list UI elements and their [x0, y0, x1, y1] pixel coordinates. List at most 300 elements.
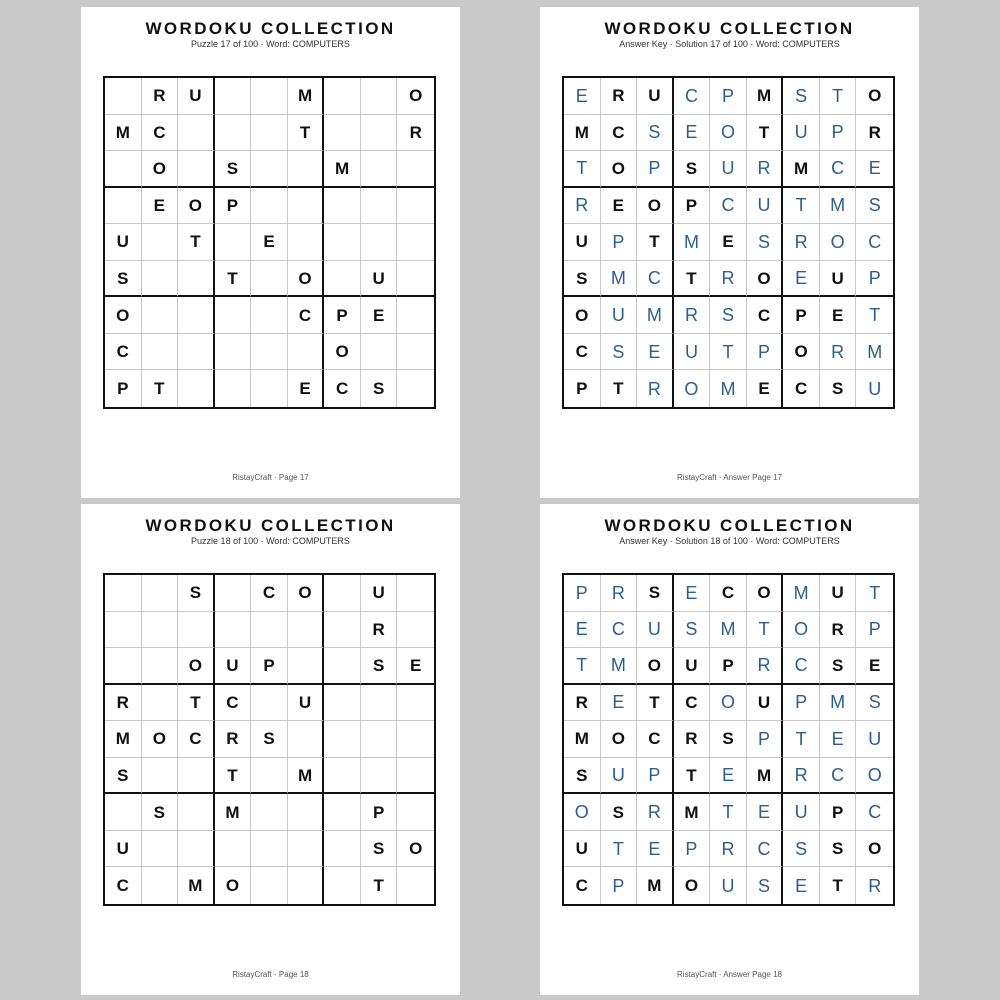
grid-cell: S: [361, 370, 398, 407]
grid-cell: O: [856, 78, 893, 115]
grid-cell: P: [601, 867, 638, 904]
grid-cell: T: [674, 758, 711, 795]
grid-cell: C: [105, 334, 142, 371]
grid-cell: P: [564, 575, 601, 612]
grid-cell: P: [783, 297, 820, 334]
grid-cell: [397, 685, 434, 722]
grid-cell: M: [856, 334, 893, 371]
grid-cell: M: [215, 794, 252, 831]
grid-cell: E: [856, 648, 893, 685]
grid-cell: U: [105, 831, 142, 868]
grid-cell: [215, 370, 252, 407]
grid-cell: E: [397, 648, 434, 685]
grid-cell: [324, 78, 361, 115]
grid-cell: U: [783, 115, 820, 152]
grid-cell: R: [747, 151, 784, 188]
grid-cell: [288, 224, 325, 261]
grid-cell: C: [564, 867, 601, 904]
page-subtitle: Puzzle 17 of 100 · Word: COMPUTERS: [191, 39, 350, 49]
grid-cell: [142, 261, 179, 298]
grid-cell: C: [215, 685, 252, 722]
grid-cell: [215, 334, 252, 371]
grid-cell: U: [601, 758, 638, 795]
grid-cell: E: [674, 575, 711, 612]
grid-cell: [142, 685, 179, 722]
grid-cell: E: [856, 151, 893, 188]
grid-cell: [251, 758, 288, 795]
grid-cell: O: [783, 612, 820, 649]
grid-cell: [397, 612, 434, 649]
answer-page-18: [540, 504, 919, 995]
wordoku-grid: [103, 573, 436, 906]
grid-cell: [105, 794, 142, 831]
grid-cell: [361, 224, 398, 261]
grid-cell: M: [288, 78, 325, 115]
page-footer: RistayCraft · Page 18: [232, 970, 309, 979]
grid-cell: [288, 794, 325, 831]
grid-cell: M: [783, 575, 820, 612]
grid-cell: [288, 334, 325, 371]
grid-cell: S: [215, 151, 252, 188]
grid-cell: T: [637, 224, 674, 261]
grid-cell: [251, 794, 288, 831]
grid-cell: C: [601, 612, 638, 649]
grid-cell: S: [601, 334, 638, 371]
grid-cell: U: [674, 648, 711, 685]
grid-cell: E: [783, 867, 820, 904]
grid-cell: C: [637, 721, 674, 758]
grid-cell: P: [710, 648, 747, 685]
grid-cell: S: [674, 612, 711, 649]
grid-cell: U: [601, 297, 638, 334]
grid-cell: U: [710, 867, 747, 904]
grid-cell: E: [251, 224, 288, 261]
grid-cell: [178, 297, 215, 334]
grid-cell: R: [637, 794, 674, 831]
grid-cell: C: [820, 758, 857, 795]
grid-cell: [251, 867, 288, 904]
grid-cell: [324, 867, 361, 904]
grid-cell: [288, 612, 325, 649]
grid-cell: [251, 151, 288, 188]
grid-cell: E: [710, 758, 747, 795]
grid-cell: P: [674, 831, 711, 868]
grid-cell: R: [747, 648, 784, 685]
grid-cell: [324, 612, 361, 649]
grid-cell: S: [710, 721, 747, 758]
grid-cell: R: [215, 721, 252, 758]
grid-cell: M: [105, 721, 142, 758]
grid-cell: [288, 151, 325, 188]
grid-cell: S: [251, 721, 288, 758]
grid-cell: [324, 115, 361, 152]
grid-cell: [324, 261, 361, 298]
grid-cell: [361, 758, 398, 795]
grid-cell: P: [674, 188, 711, 225]
grid-cell: [251, 685, 288, 722]
grid-cell: T: [674, 261, 711, 298]
grid-cell: S: [783, 78, 820, 115]
page-title: WORDOKU COLLECTION: [145, 516, 396, 535]
grid-cell: M: [747, 78, 784, 115]
grid-cell: O: [856, 758, 893, 795]
grid-cell: [361, 78, 398, 115]
page-title: WORDOKU COLLECTION: [604, 19, 855, 38]
grid-cell: M: [710, 612, 747, 649]
grid-cell: E: [288, 370, 325, 407]
grid-cell: O: [142, 721, 179, 758]
grid-cell: O: [397, 78, 434, 115]
grid-cell: O: [747, 575, 784, 612]
grid-cell: [215, 115, 252, 152]
grid-cell: S: [747, 867, 784, 904]
grid-cell: E: [564, 78, 601, 115]
grid-cell: U: [747, 685, 784, 722]
grid-cell: M: [710, 370, 747, 407]
page-title: WORDOKU COLLECTION: [604, 516, 855, 535]
grid-cell: [397, 334, 434, 371]
grid-cell: E: [601, 188, 638, 225]
grid-cell: [178, 115, 215, 152]
grid-cell: M: [564, 115, 601, 152]
grid-cell: T: [215, 758, 252, 795]
grid-cell: S: [361, 648, 398, 685]
grid-cell: P: [820, 794, 857, 831]
grid-cell: M: [820, 685, 857, 722]
grid-cell: T: [288, 115, 325, 152]
grid-cell: T: [142, 370, 179, 407]
grid-cell: S: [783, 831, 820, 868]
grid-cell: R: [783, 224, 820, 261]
grid-cell: [361, 188, 398, 225]
grid-cell: O: [856, 831, 893, 868]
grid-cell: U: [361, 575, 398, 612]
grid-cell: C: [601, 115, 638, 152]
grid-cell: U: [783, 794, 820, 831]
grid-cell: O: [747, 261, 784, 298]
grid-cell: S: [178, 575, 215, 612]
grid-cell: [142, 758, 179, 795]
grid-cell: C: [105, 867, 142, 904]
grid-cell: O: [105, 297, 142, 334]
grid-cell: R: [710, 261, 747, 298]
grid-cell: T: [783, 721, 820, 758]
grid-cell: O: [710, 115, 747, 152]
grid-cell: C: [710, 188, 747, 225]
grid-cell: O: [142, 151, 179, 188]
grid-cell: U: [868, 378, 882, 399]
grid-cell: [178, 612, 215, 649]
grid-cell: C: [178, 721, 215, 758]
grid-cell: P: [747, 721, 784, 758]
grid-cell: [324, 794, 361, 831]
grid-cell: T: [820, 78, 857, 115]
grid-cell: [361, 151, 398, 188]
grid-cell: [105, 648, 142, 685]
grid-cell: U: [856, 721, 893, 758]
grid-cell: R: [856, 115, 893, 152]
grid-cell: R: [601, 78, 638, 115]
grid-cell: P: [105, 370, 142, 407]
grid-cell: T: [747, 115, 784, 152]
grid-cell: C: [783, 648, 820, 685]
grid-cell: [397, 794, 434, 831]
grid-cell: E: [820, 297, 857, 334]
grid-cell: [397, 758, 434, 795]
grid-cell: [288, 721, 325, 758]
page-footer: RistayCraft · Answer Page 17: [677, 473, 782, 482]
grid-cell: [397, 370, 434, 407]
grid-cell: U: [564, 831, 601, 868]
grid-cell: [142, 867, 179, 904]
grid-cell: P: [361, 794, 398, 831]
grid-cell: E: [361, 297, 398, 334]
grid-cell: O: [637, 188, 674, 225]
grid-cell: [324, 188, 361, 225]
grid-cell: M: [674, 794, 711, 831]
grid-cell: R: [105, 685, 142, 722]
grid-cell: [288, 867, 325, 904]
grid-cell: E: [564, 612, 601, 649]
grid-cell: O: [564, 794, 601, 831]
grid-cell: [324, 224, 361, 261]
grid-cell: C: [856, 224, 893, 261]
grid-cell: M: [105, 115, 142, 152]
grid-cell: O: [674, 867, 711, 904]
grid-cell: P: [637, 151, 674, 188]
grid-cell: U: [361, 261, 398, 298]
grid-cell: S: [820, 370, 857, 407]
grid-cell: [397, 224, 434, 261]
grid-cell: P: [215, 188, 252, 225]
grid-cell: R: [710, 831, 747, 868]
grid-cell: R: [564, 685, 601, 722]
grid-cell: C: [288, 297, 325, 334]
grid-cell: O: [820, 224, 857, 261]
page-subtitle: Answer Key · Solution 17 of 100 · Word: COMPUTERS: [619, 39, 840, 49]
grid-cell: C: [564, 334, 601, 371]
grid-cell: R: [637, 370, 674, 407]
grid-cell: U: [564, 224, 601, 261]
grid-cell: [397, 297, 434, 334]
puzzle-page-17: [81, 7, 460, 498]
grid-cell: [142, 612, 179, 649]
grid-cell: O: [178, 648, 215, 685]
grid-cell: [178, 831, 215, 868]
grid-cell: M: [820, 188, 857, 225]
grid-cell: U: [288, 685, 325, 722]
grid-cell: C: [820, 151, 857, 188]
grid-cell: R: [783, 758, 820, 795]
grid-cell: [324, 831, 361, 868]
grid-cell: R: [868, 875, 882, 896]
grid-cell: S: [142, 794, 179, 831]
grid-cell: T: [601, 831, 638, 868]
grid-cell: C: [747, 831, 784, 868]
grid-cell: P: [601, 224, 638, 261]
grid-cell: T: [564, 648, 601, 685]
grid-cell: C: [142, 115, 179, 152]
grid-cell: [288, 831, 325, 868]
page-subtitle: Answer Key · Solution 18 of 100 · Word: COMPUTERS: [619, 536, 840, 546]
grid-cell: S: [564, 758, 601, 795]
grid-cell: [142, 334, 179, 371]
grid-cell: C: [783, 370, 820, 407]
grid-cell: O: [288, 575, 325, 612]
grid-cell: T: [178, 224, 215, 261]
grid-cell: [105, 78, 142, 115]
grid-cell: O: [324, 334, 361, 371]
grid-cell: O: [215, 867, 252, 904]
grid-cell: P: [710, 78, 747, 115]
grid-cell: [105, 151, 142, 188]
grid-cell: O: [710, 685, 747, 722]
grid-cell: S: [747, 224, 784, 261]
grid-cell: R: [564, 188, 601, 225]
grid-cell: [361, 115, 398, 152]
grid-cell: O: [783, 334, 820, 371]
page-title: WORDOKU COLLECTION: [145, 19, 396, 38]
grid-cell: [397, 151, 434, 188]
grid-cell: [288, 648, 325, 685]
grid-cell: U: [637, 78, 674, 115]
grid-cell: M: [637, 297, 674, 334]
grid-cell: S: [601, 794, 638, 831]
page-subtitle: Puzzle 18 of 100 · Word: COMPUTERS: [191, 536, 350, 546]
grid-cell: T: [637, 685, 674, 722]
grid-cell: M: [601, 261, 638, 298]
grid-cell: U: [215, 648, 252, 685]
grid-cell: T: [178, 685, 215, 722]
grid-cell: C: [674, 78, 711, 115]
grid-cell: U: [820, 575, 857, 612]
grid-cell: E: [747, 370, 784, 407]
grid-cell: T: [856, 575, 893, 612]
grid-cell: C: [856, 794, 893, 831]
grid-cell: S: [105, 261, 142, 298]
grid-cell: [251, 78, 288, 115]
page-footer: RistayCraft · Page 17: [232, 473, 309, 482]
grid-cell: P: [564, 370, 601, 407]
grid-cell: T: [564, 151, 601, 188]
grid-cell: R: [674, 721, 711, 758]
grid-cell: S: [105, 758, 142, 795]
grid-cell: E: [601, 685, 638, 722]
grid-cell: S: [856, 685, 893, 722]
grid-cell: R: [142, 78, 179, 115]
grid-cell: [215, 224, 252, 261]
grid-cell: P: [324, 297, 361, 334]
grid-cell: [361, 685, 398, 722]
grid-cell: E: [674, 115, 711, 152]
grid-cell: [251, 612, 288, 649]
wordoku-grid: [103, 76, 436, 409]
grid-cell: [361, 334, 398, 371]
grid-cell: M: [564, 721, 601, 758]
grid-cell: S: [361, 831, 398, 868]
answer-page-17: [540, 7, 919, 498]
grid-cell: E: [142, 188, 179, 225]
grid-cell: S: [564, 261, 601, 298]
grid-cell: [105, 575, 142, 612]
grid-cell: T: [710, 334, 747, 371]
grid-cell: [105, 612, 142, 649]
grid-cell: [215, 612, 252, 649]
grid-cell: [251, 115, 288, 152]
grid-cell: [215, 831, 252, 868]
grid-cell: P: [783, 685, 820, 722]
grid-cell: [324, 721, 361, 758]
grid-cell: [178, 758, 215, 795]
grid-cell: O: [601, 721, 638, 758]
grid-cell: P: [251, 648, 288, 685]
grid-cell: U: [820, 261, 857, 298]
grid-cell: S: [856, 188, 893, 225]
grid-cell: T: [820, 867, 857, 904]
grid-cell: [251, 188, 288, 225]
grid-cell: E: [637, 334, 674, 371]
grid-cell: [178, 261, 215, 298]
grid-cell: O: [397, 831, 434, 868]
grid-cell: [324, 648, 361, 685]
grid-cell: [324, 758, 361, 795]
grid-cell: [324, 575, 361, 612]
grid-cell: R: [674, 297, 711, 334]
grid-cell: R: [820, 612, 857, 649]
wordoku-answer-grid: [562, 573, 895, 906]
grid-cell: [397, 721, 434, 758]
grid-cell: [397, 867, 434, 904]
grid-cell: P: [856, 612, 893, 649]
grid-cell: M: [747, 758, 784, 795]
grid-cell: [178, 370, 215, 407]
grid-cell: [251, 297, 288, 334]
grid-cell: E: [710, 224, 747, 261]
grid-cell: [215, 297, 252, 334]
grid-cell: T: [601, 370, 638, 407]
puzzle-page-18: [81, 504, 460, 995]
grid-cell: P: [820, 115, 857, 152]
grid-cell: C: [674, 685, 711, 722]
grid-cell: R: [361, 612, 398, 649]
grid-cell: [251, 370, 288, 407]
grid-cell: M: [178, 867, 215, 904]
grid-cell: S: [820, 831, 857, 868]
grid-cell: M: [288, 758, 325, 795]
grid-cell: M: [601, 648, 638, 685]
page-footer: RistayCraft · Answer Page 18: [677, 970, 782, 979]
grid-cell: U: [178, 78, 215, 115]
grid-cell: E: [637, 831, 674, 868]
grid-cell: M: [324, 151, 361, 188]
grid-cell: C: [251, 575, 288, 612]
grid-cell: O: [178, 188, 215, 225]
grid-cell: E: [747, 794, 784, 831]
grid-cell: T: [215, 261, 252, 298]
grid-cell: U: [674, 334, 711, 371]
grid-cell: M: [674, 224, 711, 261]
grid-cell: [215, 78, 252, 115]
grid-cell: [251, 334, 288, 371]
grid-cell: [361, 721, 398, 758]
grid-cell: R: [397, 115, 434, 152]
grid-cell: [324, 685, 361, 722]
grid-cell: T: [783, 188, 820, 225]
grid-cell: S: [710, 297, 747, 334]
grid-cell: [215, 575, 252, 612]
grid-cell: M: [637, 867, 674, 904]
grid-cell: M: [783, 151, 820, 188]
